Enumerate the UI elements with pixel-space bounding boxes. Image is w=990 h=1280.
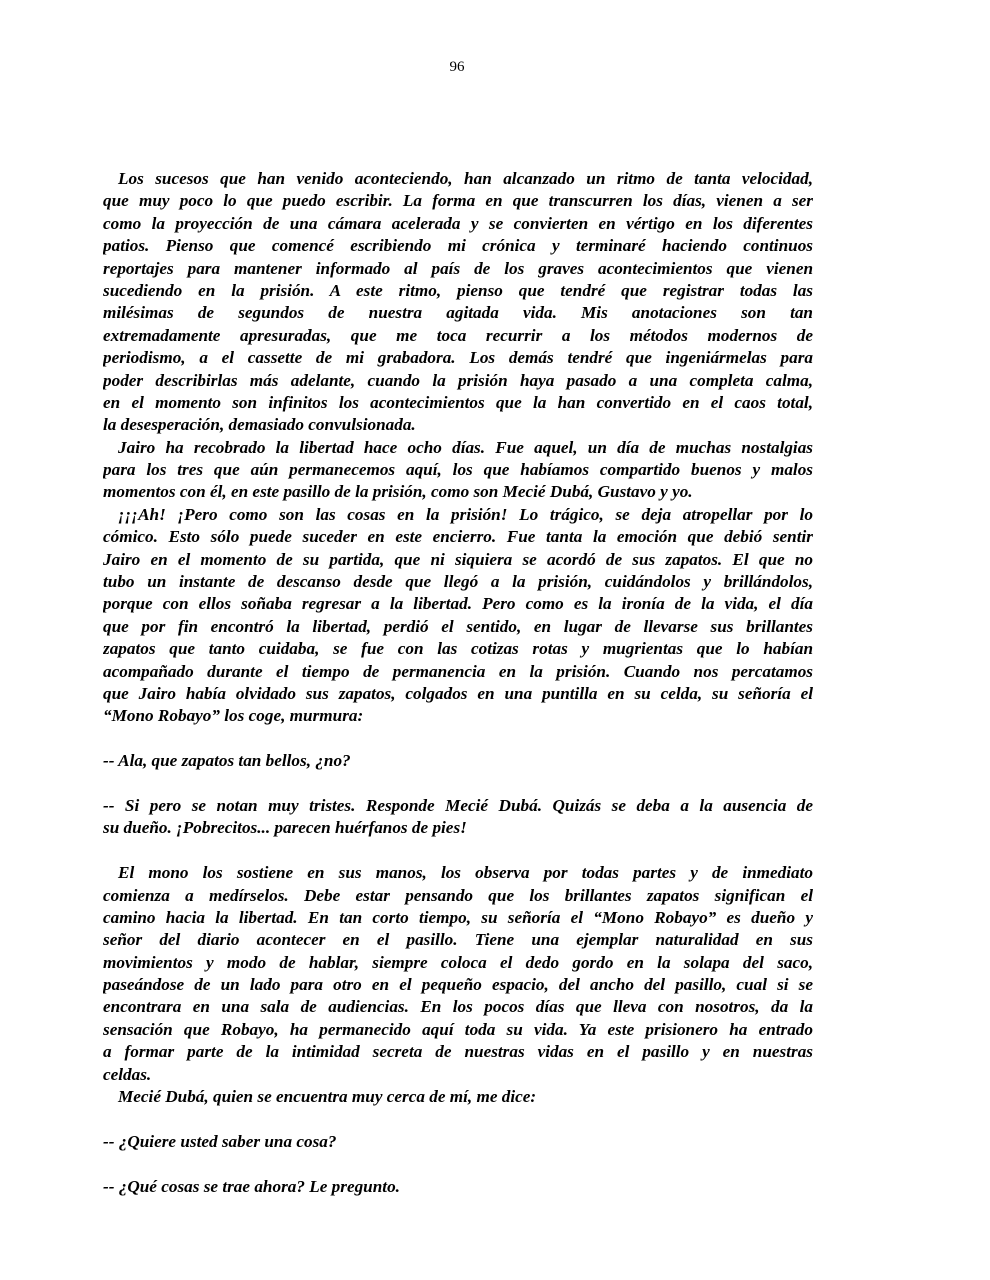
- text-line: su dueño. ¡Pobrecitos... parecen huérfanos de pies!: [103, 818, 467, 838]
- text-line: paseándose de un lado para otro en el pequeño espacio, del ancho del pasillo, cual si se: [103, 975, 813, 995]
- text-line: que por fin encontró la libertad, perdió el sentido, en lugar de llevarse sus brillantes: [103, 616, 813, 636]
- text-line: -- Ala, que zapatos tan bellos, ¿no?: [103, 751, 351, 771]
- text-line: poder describirlas más adelante, cuando la prisión haya pasado a una completa calma,: [103, 370, 813, 390]
- text-line: la desesperación, demasiado convulsionada.: [103, 415, 416, 435]
- text-line: -- ¿Qué cosas se trae ahora? Le pregunto.: [103, 1176, 400, 1196]
- text-line: El mono los sostiene en sus manos, los observa por todas partes y de inmediato: [118, 863, 813, 883]
- paragraph: [103, 437, 813, 504]
- paragraph: [103, 1086, 813, 1108]
- paragraph: [103, 1176, 813, 1198]
- text-line: ¡¡¡Ah! ¡Pero como son las cosas en la prisión! Lo trágico, se deja atropellar por lo: [118, 504, 813, 524]
- text-line: tubo un instante de descanso desde que llegó a la prisión, cuidándolos y brillándolos,: [103, 572, 813, 592]
- text-line: Los sucesos que han venido aconteciendo, han alcanzado un ritmo de tanta velocidad,: [118, 169, 813, 188]
- paragraph: [103, 1131, 813, 1153]
- blank-line: [103, 1108, 813, 1130]
- blank-line: [103, 840, 813, 862]
- text-line: como la proyección de una cámara acelerada y se convierten en vértigo en los diferentes: [103, 213, 813, 233]
- text-line: zapatos que tanto cuidaba, se fue con las cotizas rotas y mugrientas que lo habían: [103, 639, 813, 659]
- text-line: señor del diario acontecer en el pasillo. Tiene una ejemplar naturalidad en sus: [103, 930, 813, 950]
- page-number: 96: [449, 59, 465, 75]
- blank-line: [103, 1153, 813, 1175]
- text-line: sensación que Robayo, ha permanecido aquí toda su vida. Ya este prisionero ha entrado: [103, 1019, 813, 1039]
- paragraph: [103, 504, 813, 728]
- paragraph: [103, 168, 813, 437]
- text-line: movimientos y modo de hablar, siempre coloca el dedo gordo en la solapa del saco,: [103, 952, 813, 972]
- text-line: camino hacia la libertad. En tan corto tiempo, su señoría el “Mono Robayo” es dueño y: [103, 907, 813, 927]
- text-line: “Mono Robayo” los coge, murmura:: [103, 706, 364, 726]
- text-line: en el momento son infinitos los acontecimientos que la han convertido en el caos total,: [103, 392, 813, 412]
- text-line: momentos con él, en este pasillo de la prisión, como son Mecié Dubá, Gustavo y yo.: [103, 482, 693, 502]
- text-line: milésimas de segundos de nuestra agitada vida. Mis anotaciones son tan: [103, 303, 813, 323]
- text-line: -- ¿Quiere usted saber una cosa?: [103, 1131, 337, 1151]
- text-line: que muy poco lo que puedo escribir. La forma en que transcurren los días, vienen a ser: [103, 191, 813, 211]
- text-line: periodismo, a el cassette de mi grabadora. Los demás tendré que ingeniármelas para: [103, 348, 813, 368]
- text-line: que Jairo había olvidado sus zapatos, colgados en una puntilla en su celda, su señoría el: [103, 683, 813, 703]
- text-line: comienza a medírselos. Debe estar pensando que los brillantes zapatos significan el: [103, 885, 813, 905]
- text-line: porque con ellos soñaba regresar a la libertad. Pero como es la ironía de la vida, el día: [103, 594, 813, 614]
- text-line: a formar parte de la intimidad secreta de nuestras vidas en el pasillo y en nuestras: [103, 1042, 813, 1062]
- text-line: encontrara en una sala de audiencias. En los pocos días que lleva con nosotros, da la: [103, 997, 813, 1017]
- text-line: para los tres que aún permanecemos aquí, los que habíamos compartido buenos y malos: [103, 460, 813, 480]
- text-line: Jairo ha recobrado la libertad hace ocho días. Fue aquel, un día de muchas nostalgias: [118, 437, 813, 457]
- paragraph: [103, 862, 813, 1086]
- text-line: acompañado durante el tiempo de permanencia en la prisión. Cuando nos percatamos: [103, 661, 813, 681]
- text-line: cómico. Esto sólo puede suceder en este encierro. Fue tanta la emoción que debió sentir: [103, 527, 813, 547]
- text-line: Jairo en el momento de su partida, que ni siquiera se acordó de sus zapatos. El que no: [103, 549, 813, 569]
- paragraph: [103, 795, 813, 840]
- paragraph: [103, 750, 813, 772]
- text-line: sucediendo en la prisión. A este ritmo, pienso que tendré que registrar todas las: [103, 280, 813, 300]
- text-line: reportajes para mantener informado al país de los graves acontecimientos que vienen: [103, 258, 813, 278]
- text-line: Mecié Dubá, quien se encuentra muy cerca de mí, me dice:: [118, 1087, 537, 1107]
- text-line: -- Si pero se notan muy tristes. Responde Mecié Dubá. Quizás se deba a la ausencia de: [103, 795, 813, 815]
- blank-line: [103, 728, 813, 750]
- document-body: [103, 168, 813, 1198]
- text-line: extremadamente apresuradas, que me toca recurrir a los métodos modernos de: [103, 325, 813, 345]
- text-line: patios. Pienso que comencé escribiendo mi crónica y terminaré haciendo continuos: [103, 236, 813, 256]
- blank-line: [103, 773, 813, 795]
- text-line: celdas.: [103, 1064, 152, 1084]
